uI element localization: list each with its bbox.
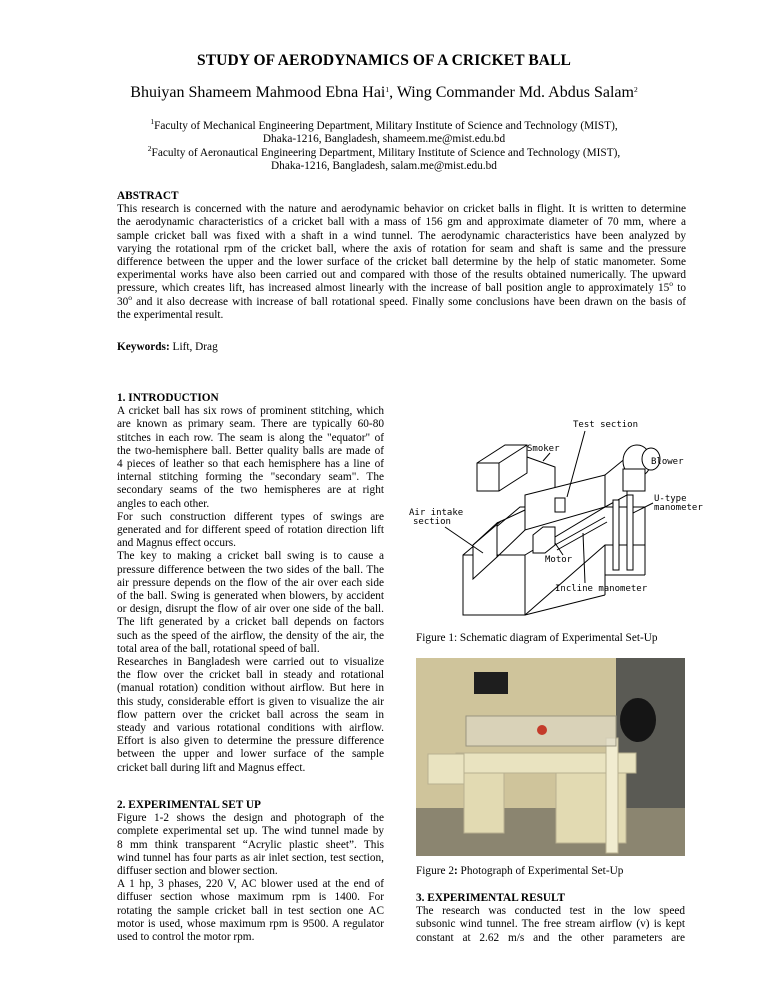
keywords-label: Keywords:	[117, 341, 170, 353]
affiliation-1-sup: 1	[150, 117, 155, 126]
degree-sup: o	[669, 279, 674, 289]
setup-line: complete experimental set up. The wind tunnel made by	[117, 825, 384, 838]
label-air-intake-2: section	[413, 517, 451, 527]
photo-smoker	[474, 672, 508, 694]
abstract-line-8-start: 30	[117, 295, 129, 308]
intro-line: steady and various rotational conditions with airflow.	[117, 722, 384, 735]
abstract-line-8-rest: and it also decrease with increase of ball rotational speed. Finally some conclusions have been drawn on the basis of	[132, 295, 686, 308]
abstract-line-7-end: to	[673, 282, 686, 295]
setup-line: diffuser section and blower section.	[117, 865, 278, 878]
result-line: subsonic wind tunnel. The free stream airflow (v) is kept	[416, 918, 685, 931]
label-blower: Blower	[651, 457, 684, 467]
intro-line: For such construction different types of swings are	[117, 510, 384, 523]
setup-line: used to control the motor rpm.	[117, 931, 255, 944]
photo-floor	[416, 808, 685, 856]
intro-line: the two-hemisphere ball. Better quality balls are made of	[117, 444, 384, 457]
affiliation-1-line2: Dhaka-1216, Bangladesh, shameem.me@mist.edu.bd	[262, 133, 506, 146]
setup-line: 8 mm think transparent “Acrylic plastic sheet”. This	[117, 838, 384, 851]
intro-line: the flow over the cricket ball in steady and rotational	[117, 669, 384, 682]
result-heading: 3. EXPERIMENTAL RESULT	[416, 892, 566, 904]
photo-manometer	[606, 738, 618, 853]
photo-table-leg	[464, 773, 504, 833]
author-separator: ,	[389, 84, 397, 101]
intro-line: this study, considerable effort is given to visualize the air	[117, 695, 384, 708]
label-air-intake-1: Air intake	[409, 508, 464, 518]
intro-line: pressure difference between the two sides of the ball. The	[117, 563, 384, 576]
setup-heading: 2. EXPERIMENTAL SET UP	[117, 799, 261, 811]
abstract-line: varying the rotational rpm of the cricket ball, where the axis of rotation for seam and shaft is same and the pressure	[117, 242, 686, 255]
author-1-sup: 1	[385, 85, 390, 94]
u-tube-left	[613, 500, 619, 570]
affiliation-2-sup: 2	[147, 144, 152, 153]
result-line: constant at 2.62 m/s and the other parameters are	[416, 931, 685, 944]
intro-line: cricket ball during lift and Magnus effect.	[117, 761, 306, 774]
result-line: The research was conducted test in the low speed	[416, 905, 685, 918]
intro-line: 4 pieces of leather so that each hemisphere has a line of	[117, 458, 384, 471]
intro-line: Effort is also given to determine the pressure difference	[117, 735, 384, 748]
label-u-type-1: U-type	[654, 494, 687, 504]
author-2: Wing Commander Md. Abdus Salam	[396, 84, 634, 101]
figure-1-caption: Figure 1: Schematic diagram of Experimental Set-Up	[416, 632, 658, 644]
author-line	[0, 84, 768, 102]
abstract-line-7	[117, 279, 686, 295]
abstract-heading: ABSTRACT	[117, 190, 179, 202]
intro-line: stitches in each row. The seam is along the "equator" of	[117, 431, 384, 444]
intro-line: and Magnus effect occurs.	[117, 537, 236, 550]
leader-smoker	[543, 453, 550, 461]
setup-line: rotating the sample cricket ball in test section one AC	[117, 904, 384, 917]
setup-line: A 1 hp, 3 phases, 220 V, AC blower used at the end of	[117, 878, 384, 891]
intro-line: total area of the ball, rotational speed of ball.	[117, 642, 320, 655]
intro-line: secondary seams of the two hemispheres are at right	[117, 484, 384, 497]
intro-line: (manual rotation) condition without airflow. But here in	[117, 682, 384, 695]
paper-title: STUDY OF AERODYNAMICS OF A CRICKET BALL	[197, 52, 571, 69]
figure-2-caption-rest: Photograph of Experimental Set-Up	[457, 865, 624, 877]
setup-line: Figure 1-2 shows the design and photograph of the	[117, 812, 384, 825]
intro-line: The key to making a cricket ball swing is to cause a	[117, 550, 384, 563]
affiliation-2	[0, 144, 768, 174]
smoker-box	[477, 445, 527, 491]
author-2-sup: 2	[633, 85, 638, 94]
label-motor: Motor	[545, 555, 573, 565]
intro-line: such as the speed of the airflow, the density of the air, the	[117, 629, 384, 642]
u-tube-right	[627, 495, 633, 570]
intro-line: Researches in Bangladesh were carried out to visualize	[117, 656, 384, 669]
abstract-line: This research is concerned with the nature and aerodynamic behavior on cricket balls in flight. It is written to determine	[117, 203, 686, 216]
abstract-line: difference between the upper and the lower surface of the cricket ball determine by the help of static manometer. Some	[117, 256, 686, 269]
intro-line: are known as primary seam. There are typically 60-80	[117, 418, 384, 431]
blower-base	[623, 469, 645, 491]
intro-line: generated and for different speed of rotation direction lift	[117, 524, 384, 537]
affiliation-1	[0, 117, 768, 147]
setup-line: motor is used, whose maximum rpm is 9500. A regulator	[117, 917, 384, 930]
intro-line: of the ball. Swing is generated when blowers, by accident	[117, 590, 384, 603]
introduction-section	[117, 392, 384, 775]
intro-line: internal stitching forming the "secondary seam". The	[117, 471, 384, 484]
intro-line: air pressure depends on the flow of the air over each side	[117, 576, 384, 589]
intro-line: flow pattern over the cricket ball across the seam in	[117, 708, 384, 721]
figure-2-photograph	[416, 658, 685, 856]
abstract-line: the experimental result.	[117, 308, 224, 321]
figure-2-caption: Figure 2: Photograph of Experimental Set-Up	[416, 865, 624, 877]
author-1: Bhuiyan Shameem Mahmood Ebna Hai	[130, 84, 386, 101]
label-incline-manometer: Incline manometer	[555, 584, 648, 594]
affiliation-2-line1: Faculty of Aeronautical Engineering Department, Military Institute of Science and Technology (MIST),	[151, 147, 621, 159]
label-test-section: Test section	[573, 420, 639, 430]
setup-line: wind tunnel has four parts as air inlet section, test section,	[117, 851, 384, 864]
intro-line: or design, disrupt the flow of air over one side of the ball.	[117, 603, 384, 616]
introduction-heading: 1. INTRODUCTION	[117, 392, 219, 404]
abstract-line-8	[117, 292, 686, 309]
intro-line: angles to each other.	[117, 497, 210, 510]
intro-line: The lift generated by a cricket ball depends on factors	[117, 616, 384, 629]
photo-blower	[620, 698, 656, 742]
keywords	[117, 341, 218, 353]
affiliation-1-line1: Faculty of Mechanical Engineering Department, Military Institute of Science and Technology (MIST),	[154, 120, 618, 132]
label-u-type-2: manometer	[654, 503, 703, 513]
result-section	[416, 892, 685, 945]
abstract-line: the aerodynamic characteristics of a cricket ball with a mass of 156 gm and approximate diameter of 70 mm, where a	[117, 216, 686, 229]
setup-section	[117, 799, 384, 944]
setup-line: diffuser section whose maximum rpm is 1400. For	[117, 891, 384, 904]
keywords-value: Lift, Drag	[169, 341, 218, 353]
label-smoker: Smoker	[527, 444, 560, 454]
affiliation-2-line2: Dhaka-1216, Bangladesh, salam.me@mist.edu.bd	[271, 160, 497, 173]
abstract-line-7-text: pressure, which creates lift, has increased almost linearly with the increase of ball position angle to approximately 15	[117, 282, 670, 295]
intro-line: between the upper and lower surface of the sample	[117, 748, 384, 761]
photo-intake	[428, 754, 464, 784]
abstract-line: experimental works have also been carried out and compared with those of the results obtained numerically. The upward	[117, 269, 686, 282]
abstract-line: sample cricket ball was fixed with a shaft in a wind tunnel. The aerodynamic characteristics have been analyzed by	[117, 229, 686, 242]
abstract-block	[117, 190, 686, 322]
photo-cricket-ball	[537, 725, 547, 735]
figure-2-caption-prefix: Figure 2	[416, 865, 454, 877]
leader-air-intake	[445, 527, 483, 553]
figure-1-schematic	[405, 395, 703, 627]
degree-sup: o	[128, 292, 133, 302]
intro-line: A cricket ball has six rows of prominent stitching, which	[117, 405, 384, 418]
